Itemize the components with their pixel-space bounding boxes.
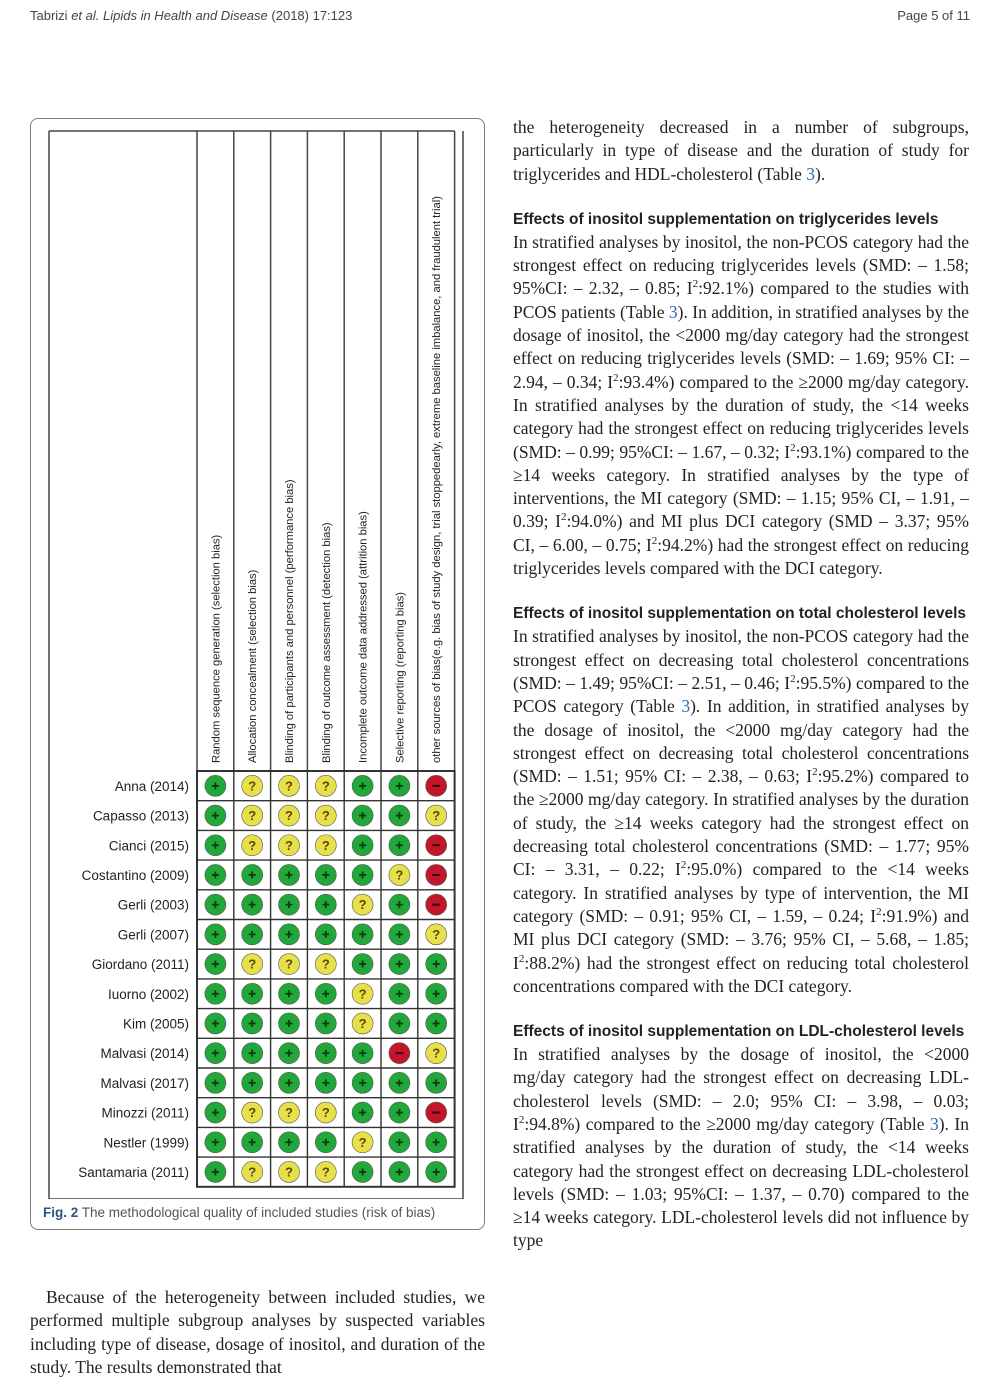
svg-text:?: ?: [358, 1015, 367, 1031]
low-risk-marker: [389, 924, 410, 945]
running-head: [30, 8, 970, 28]
low-risk-marker: [205, 1013, 226, 1034]
low-risk-marker: [352, 924, 373, 945]
svg-text:?: ?: [395, 867, 404, 883]
low-risk-marker: [242, 1132, 263, 1153]
study-label: Iuorno (2002): [107, 986, 189, 1002]
superscript: 2: [790, 441, 796, 454]
unclear-risk-marker: [242, 1102, 263, 1123]
svg-text:?: ?: [358, 986, 367, 1002]
text-run: :95.5%) compared to the PCOS category (Table: [513, 672, 969, 717]
svg-text:?: ?: [321, 837, 330, 853]
low-risk-marker: [426, 1161, 447, 1182]
low-risk-marker: [205, 864, 226, 885]
unclear-risk-marker: [315, 805, 336, 826]
unclear-risk-marker: [315, 835, 336, 856]
unclear-risk-marker: [279, 805, 300, 826]
low-risk-marker: [279, 1072, 300, 1093]
low-risk-marker: [205, 983, 226, 1004]
text-run: :93.1%) compared to the ≥14 weeks category. In stratified analyses by the type of interventions, the MI category (SMD: – 1.15; 95% CI, – 1.91, – 0.39; I: [513, 441, 969, 532]
low-risk-marker: [389, 1161, 410, 1182]
low-risk-marker: [205, 1161, 226, 1182]
unclear-risk-marker: [352, 894, 373, 915]
high-risk-marker: [426, 1102, 447, 1123]
text-run: :95.0%) compared to the <14 weeks category. In stratified analyses by type of intervention, the MI category (SMD: – 0.91; 95% CI, – 1.59, – 0.24; I: [513, 859, 969, 926]
low-risk-marker: [205, 894, 226, 915]
text-run: In stratified analyses by inositol, the non-PCOS category had the strongest effect on reducing triglycerides levels (SMD: – 1.58; 95%CI: – 2.32, – 0.85; I: [513, 231, 969, 299]
text-run: :91.9%) and MI plus DCI category (SMD: – 3.76; 95% CI, – 5.68, – 1.85; I: [513, 905, 969, 973]
figure-2: [30, 118, 485, 1230]
low-risk-marker: [205, 1072, 226, 1093]
svg-text:?: ?: [248, 837, 257, 853]
section-paragraph: [513, 625, 969, 998]
section-paragraph: [513, 231, 969, 580]
unclear-risk-marker: [279, 775, 300, 796]
study-label: Nestler (1999): [103, 1135, 189, 1151]
column-label: Random sequence generation (selection bias): [210, 534, 223, 763]
figure-caption-text: The methodological quality of included studies (risk of bias): [81, 1205, 436, 1220]
text-run: :95.2%) compared to the ≥2000 mg/day category. In stratified analyses by the duration of study, the ≥14 weeks category had the strongest effect on decreasing total cholesterol concentrations (SMD: – 1.77; 95% CI: – 3.31, – 0.22; I: [513, 766, 969, 880]
low-risk-marker: [389, 1013, 410, 1034]
study-label: Gerli (2003): [117, 897, 189, 913]
left-column-text: [30, 1286, 485, 1379]
section-2: [513, 1020, 969, 1253]
unclear-risk-marker: [315, 1102, 336, 1123]
superscript: 2: [692, 278, 699, 291]
text-run: :94.8%) compared to the ≥2000 mg/day category (Table: [524, 1113, 930, 1134]
svg-text:?: ?: [432, 1045, 441, 1061]
svg-text:?: ?: [248, 956, 257, 972]
study-label: Capasso (2013): [92, 808, 189, 824]
column-label: Selective reporting (reporting bias): [394, 591, 407, 763]
low-risk-marker: [315, 1132, 336, 1153]
running-head-citation: Tabrizi et al. Lipids in Health and Disease (2018) 17:123: [30, 8, 353, 23]
low-risk-marker: [389, 894, 410, 915]
unclear-risk-marker: [242, 805, 263, 826]
svg-text:?: ?: [358, 897, 367, 913]
low-risk-marker: [389, 835, 410, 856]
study-label: Costantino (2009): [81, 867, 189, 883]
body-paragraph: Because of the heterogeneity between included studies, we performed multiple subgroup analyses by suspected variables including type of disease, dosage of inositol, and duration of the study. The results demonstrated that: [30, 1287, 485, 1377]
superscript: 2: [790, 673, 796, 686]
study-label: Cianci (2015): [108, 838, 189, 854]
low-risk-marker: [279, 1043, 300, 1064]
high-risk-marker: [426, 835, 447, 856]
low-risk-marker: [389, 1132, 410, 1153]
low-risk-marker: [279, 924, 300, 945]
superscript: 2: [561, 511, 567, 524]
low-risk-marker: [242, 894, 263, 915]
low-risk-marker: [205, 805, 226, 826]
low-risk-marker: [352, 1043, 373, 1064]
risk-of-bias-chart: [31, 119, 486, 1199]
study-label: Gerli (2007): [117, 927, 189, 943]
low-risk-marker: [426, 1013, 447, 1034]
study-label: Giordano (2011): [91, 957, 189, 973]
svg-text:?: ?: [285, 1164, 293, 1180]
svg-text:?: ?: [248, 778, 257, 794]
text-run: In stratified analyses by the dosage of inositol, the <2000 mg/day category had the strongest effect on decreasing LDL-cholesterol levels (SMD: – 2.0; 95% CI: – 3.98, – 0.03; I: [513, 1044, 969, 1134]
high-risk-marker: [389, 1043, 410, 1064]
text-run: :92.1%) compared to the studies with PCOS patients (Table: [513, 278, 969, 322]
unclear-risk-marker: [352, 1013, 373, 1034]
low-risk-marker: [426, 954, 447, 975]
superscript: 2: [680, 859, 687, 872]
rating-grid: [197, 771, 455, 1187]
low-risk-marker: [352, 1161, 373, 1182]
low-risk-marker: [426, 983, 447, 1004]
svg-text:?: ?: [248, 1164, 257, 1180]
unclear-risk-marker: [352, 983, 373, 1004]
svg-text:?: ?: [248, 1105, 257, 1121]
low-risk-marker: [242, 1013, 263, 1034]
low-risk-marker: [352, 864, 373, 885]
low-risk-marker: [279, 983, 300, 1004]
low-risk-marker: [242, 1072, 263, 1093]
column-label: Blinding of participants and personnel (performance bias): [284, 479, 296, 763]
svg-text:?: ?: [248, 808, 257, 824]
study-label: Minozzi (2011): [101, 1105, 189, 1121]
unclear-risk-marker: [242, 835, 263, 856]
low-risk-marker: [242, 924, 263, 945]
unclear-risk-marker: [315, 954, 336, 975]
low-risk-marker: [205, 1102, 226, 1123]
low-risk-marker: [389, 954, 410, 975]
svg-text:?: ?: [358, 1134, 367, 1150]
low-risk-marker: [205, 924, 226, 945]
low-risk-marker: [389, 775, 410, 796]
low-risk-marker: [389, 1072, 410, 1093]
high-risk-marker: [426, 864, 447, 885]
unclear-risk-marker: [242, 775, 263, 796]
superscript: 2: [518, 1114, 525, 1127]
low-risk-marker: [426, 1132, 447, 1153]
figure-caption-label: Fig. 2: [43, 1205, 79, 1220]
table-reference-link[interactable]: 3: [681, 696, 691, 717]
section-paragraph: [513, 1043, 969, 1253]
unclear-risk-marker: [242, 1161, 263, 1182]
low-risk-marker: [205, 775, 226, 796]
column-label: other sources of bias(e.g. bias of study design, trial stoppedearly, extreme baseline imbalance, and fraudulent trial): [431, 196, 444, 763]
superscript: 2: [651, 534, 658, 547]
svg-text:?: ?: [321, 778, 330, 794]
svg-text:?: ?: [285, 808, 293, 824]
low-risk-marker: [205, 835, 226, 856]
low-risk-marker: [315, 1072, 336, 1093]
study-label: Malvasi (2017): [100, 1075, 189, 1091]
unclear-risk-marker: [279, 835, 300, 856]
svg-text:?: ?: [285, 1105, 293, 1121]
low-risk-marker: [389, 983, 410, 1004]
unclear-risk-marker: [279, 954, 300, 975]
column-label: Incomplete outcome data addressed (attrition bias): [357, 511, 370, 763]
unclear-risk-marker: [389, 864, 410, 885]
low-risk-marker: [279, 1013, 300, 1034]
low-risk-marker: [352, 1102, 373, 1123]
low-risk-marker: [315, 924, 336, 945]
low-risk-marker: [315, 864, 336, 885]
section-1: [513, 602, 969, 998]
superscript: 2: [876, 906, 882, 919]
svg-text:?: ?: [432, 808, 441, 824]
column-label: Blinding of outcome assessment (detection bias): [320, 522, 333, 763]
unclear-risk-marker: [426, 924, 447, 945]
high-risk-marker: [426, 894, 447, 915]
high-risk-marker: [426, 775, 447, 796]
text-run: :88.2%) had the strongest effect on reducing total cholesterol concentrations compared with the DCI category.: [513, 952, 969, 996]
text-run: ). In addition, in stratified analyses by the dosage of inositol, the <2000 mg/day category had the strongest effect on decreasing total cholesterol concentrations (SMD: – 1.51; 95% CI: – 2.38, – 0.63; I: [513, 696, 969, 787]
svg-text:?: ?: [321, 1105, 330, 1121]
section-heading: Effects of inositol supplementation on total cholesterol levels: [513, 605, 967, 623]
low-risk-marker: [242, 864, 263, 885]
low-risk-marker: [279, 894, 300, 915]
text-run: :94.2%) had the strongest effect on reducing triglycerides levels compared with the DCI category.: [513, 534, 969, 579]
superscript: 2: [518, 952, 525, 965]
low-risk-marker: [315, 1013, 336, 1034]
study-label: Santamaria (2011): [78, 1164, 189, 1180]
low-risk-marker: [352, 775, 373, 796]
low-risk-marker: [352, 1072, 373, 1093]
column-label: Allocation concealment (selection bias): [247, 569, 260, 763]
low-risk-marker: [352, 835, 373, 856]
low-risk-marker: [315, 983, 336, 1004]
svg-text:?: ?: [432, 926, 441, 942]
low-risk-marker: [389, 1102, 410, 1123]
section-0: [513, 208, 969, 580]
unclear-risk-marker: [242, 954, 263, 975]
low-risk-marker: [389, 805, 410, 826]
study-label: Anna (2014): [114, 778, 189, 794]
low-risk-marker: [279, 864, 300, 885]
text-run: :93.4%) compared to the ≥2000 mg/day category. In stratified analyses by the duration of study, the <14 weeks category had the strongest effect on reducing triglycerides levels (SMD: – 0.99; 95%CI: – 1.67, – 0.32; I: [513, 371, 969, 462]
svg-text:?: ?: [321, 808, 330, 824]
low-risk-marker: [315, 894, 336, 915]
text-run: ). In stratified analyses by the duration of study, the <14 weeks category had the strongest effect on decreasing LDL-cholesterol levels (SMD: – 1.03; 95%CI: – 1.37, – 0.70) compared to the ≥14 weeks category. LDL-cholesterol levels did not influence by type: [513, 1113, 970, 1251]
unclear-risk-marker: [279, 1102, 300, 1123]
right-column: [513, 116, 969, 1253]
low-risk-marker: [205, 954, 226, 975]
table-reference-link[interactable]: 3: [806, 163, 815, 184]
low-risk-marker: [205, 1043, 226, 1064]
low-risk-marker: [205, 1132, 226, 1153]
low-risk-marker: [352, 954, 373, 975]
study-label: Malvasi (2014): [100, 1046, 189, 1062]
svg-text:?: ?: [285, 956, 293, 972]
low-risk-marker: [426, 1072, 447, 1093]
low-risk-marker: [352, 805, 373, 826]
unclear-risk-marker: [426, 805, 447, 826]
text-run: ). In addition, in stratified analyses by the dosage of inositol, the <2000 mg/day category had the strongest effect on reducing triglycerides levels (SMD: – 1.69; 95% CI: – 2.94, – 0.34; I: [513, 301, 970, 392]
page-number: Page 5 of 11: [897, 8, 970, 23]
low-risk-marker: [315, 1043, 336, 1064]
superscript: 2: [812, 766, 818, 779]
intro-paragraph: the heterogeneity decreased in a number of subgroups, particularly in type of disease and the duration of study for triglycerides and HDL-cholesterol (Table 3).: [513, 117, 969, 184]
unclear-risk-marker: [352, 1132, 373, 1153]
unclear-risk-marker: [315, 1161, 336, 1182]
svg-text:?: ?: [321, 1164, 330, 1180]
svg-text:?: ?: [321, 956, 330, 972]
svg-text:?: ?: [285, 778, 293, 794]
unclear-risk-marker: [315, 775, 336, 796]
table-reference-link[interactable]: 3: [668, 301, 678, 322]
low-risk-marker: [242, 1043, 263, 1064]
unclear-risk-marker: [426, 1043, 447, 1064]
superscript: 2: [613, 371, 619, 384]
figure-caption: [43, 1205, 473, 1220]
section-heading: Effects of inositol supplementation on LDL-cholesterol levels: [513, 1023, 965, 1041]
text-run: :94.0%) and MI plus DCI category (SMD – 3.37; 95% CI, – 6.00, – 0.75; I: [513, 511, 969, 555]
unclear-risk-marker: [279, 1161, 300, 1182]
study-label: Kim (2005): [122, 1016, 189, 1032]
low-risk-marker: [279, 1132, 300, 1153]
low-risk-marker: [242, 983, 263, 1004]
table-reference-link[interactable]: 3: [929, 1113, 939, 1134]
text-run: In stratified analyses by inositol, the non-PCOS category had the strongest effect on decreasing total cholesterol concentrations (SMD: – 1.49; 95%CI: – 2.51, – 0.46; I: [513, 626, 969, 693]
svg-text:?: ?: [285, 837, 293, 853]
section-heading: Effects of inositol supplementation on triglycerides levels: [513, 210, 939, 228]
